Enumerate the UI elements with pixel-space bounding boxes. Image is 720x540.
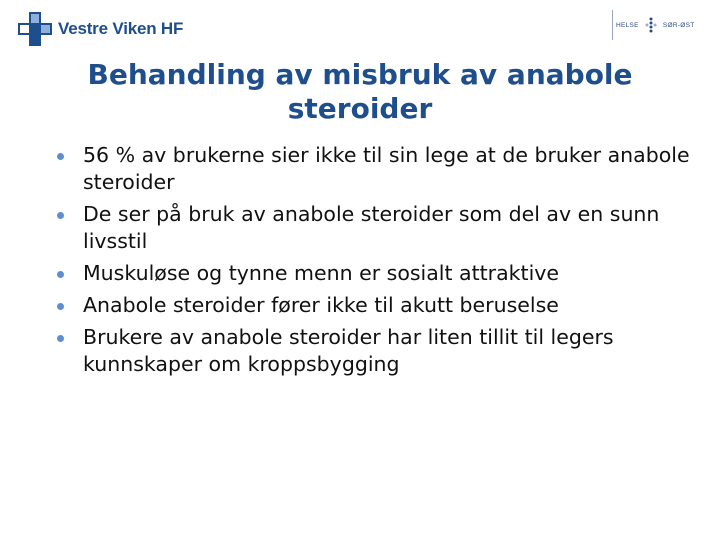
slide-title: Behandling av misbruk av anabole steroider [87, 58, 633, 125]
bullet-dot-icon [57, 153, 64, 160]
dots-logo-icon [643, 17, 659, 33]
bullet-list [57, 142, 707, 383]
bullet-text: De ser på bruk av anabole steroider som del av en sunn livsstil [83, 202, 660, 253]
bullet-text: Muskuløse og tynne menn er sosialt attraktive [83, 261, 560, 285]
bullet-item [57, 324, 707, 378]
bullet-text: Brukere av anabole steroider har liten tillit til legers kunnskaper om kroppsbygging [83, 325, 614, 376]
bullet-item [57, 142, 707, 196]
bullet-item [57, 201, 707, 255]
bullet-text: 56 % av brukerne sier ikke til sin lege at de bruker anabole steroider [83, 143, 690, 194]
org-name: Vestre Viken HF [58, 19, 184, 38]
helse-sor-ost-logo [612, 10, 708, 40]
cross-logo-icon [18, 12, 52, 46]
bullet-dot-icon [57, 335, 64, 342]
bullet-dot-icon [57, 212, 64, 219]
helse-label: HELSE [616, 21, 639, 29]
bullet-dot-icon [57, 303, 64, 310]
sor-ost-label: SØR-ØST [662, 21, 695, 29]
bullet-dot-icon [57, 271, 64, 278]
bullet-item [57, 260, 707, 287]
vestre-viken-logo [18, 12, 183, 46]
bullet-item [57, 292, 707, 319]
bullet-text: Anabole steroider fører ikke til akutt beruselse [83, 293, 559, 317]
